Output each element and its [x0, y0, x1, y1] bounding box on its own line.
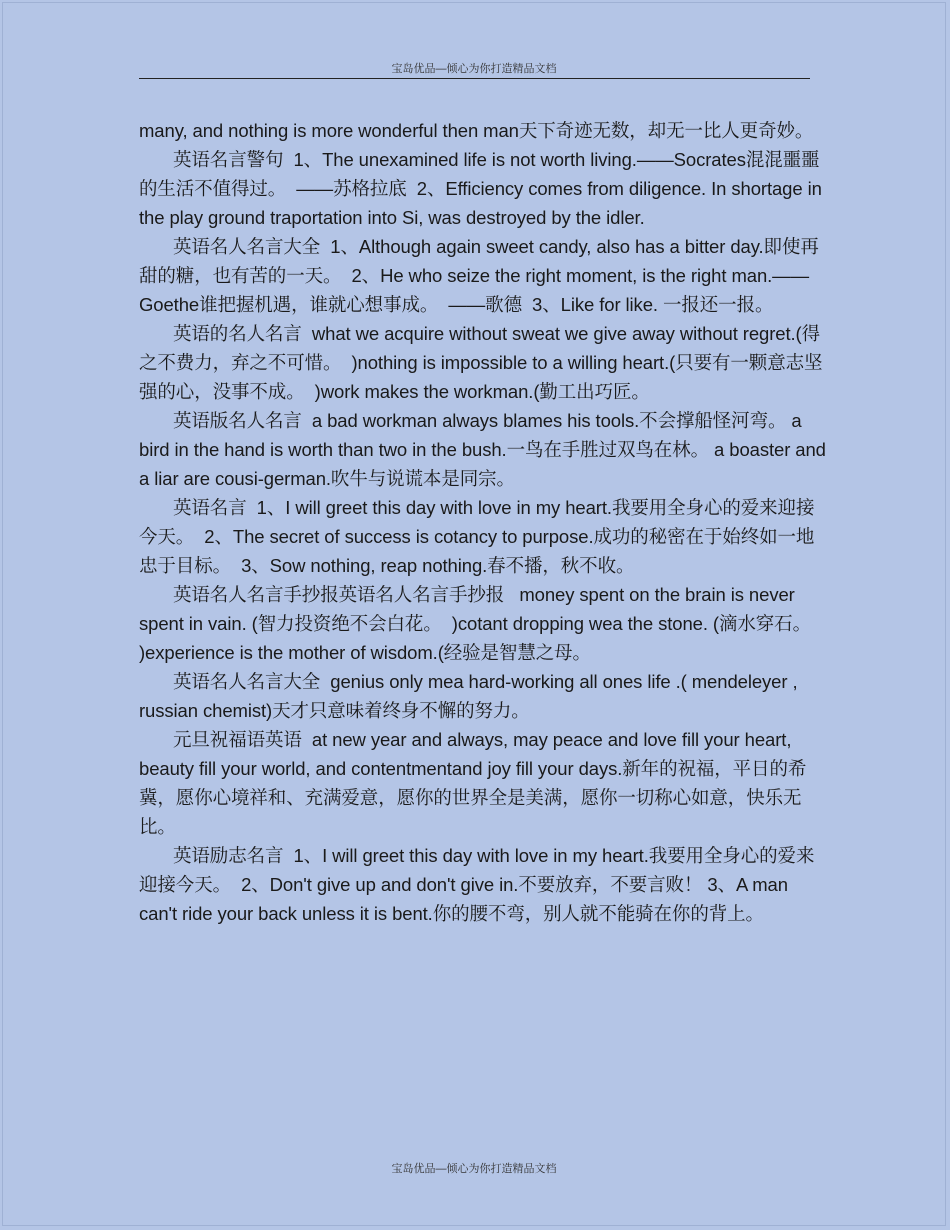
paragraph: 英语名言 1、I will greet this day with love in my heart.我要用全身心的爱来迎接今天。 2、The secret of success is cotancy to purpose.成功的秘密在于始终如一地忠于目标。 3、Sow nothing, reap nothing.春不播，秋不收。	[139, 497, 815, 576]
paragraph: 英语的名人名言 what we acquire without sweat we give away without regret.(得之不费力，弃之不可惜。 )nothing is impossible to a willing heart.(只要有一颗意志坚强的心，没事不成。 )work makes the workman.(勤工出巧匠。	[139, 323, 823, 402]
header-divider	[139, 78, 810, 79]
paragraph: many, and nothing is more wonderful then man天下奇迹无数，却无一比人更奇妙。	[139, 120, 814, 141]
paragraph: 英语名人名言大全 1、Although again sweet candy, also has a bitter day.即使再甜的糖，也有苦的一天。 2、He who seize the right moment, is the right man.——Goethe谁把握机遇，谁就心想事成。 ——歌德 3、Like for like. 一报还一报。	[139, 236, 819, 315]
paragraph: 英语名人名言手抄报英语名人名言手抄报 money spent on the brain is never spent in vain. (智力投资绝不会白花。 )cotant dropping wea the stone. (滴水穿石。 )experience is the mother of wisdom.(经验是智慧之母。	[139, 584, 817, 663]
paragraph: 英语名人名言大全 genius only mea hard-working all ones life .( mendeleyer , russian chemist)天才只意味着终身不懈的努力。	[139, 671, 803, 721]
document-body	[139, 116, 829, 928]
page-header: 宝岛优品—倾心为你打造精品文档	[391, 63, 557, 75]
paragraph: 英语名言警句 1、The unexamined life is not worth living.——Socrates混混噩噩的生活不值得过。 ——苏格拉底 2、Efficiency comes from diligence. In shortage in the play ground traportation into Si, was destroyed by the idler.	[139, 149, 827, 228]
paragraph: 元旦祝福语英语 at new year and always, may peace and love fill your heart, beauty fill your world, and contentmentand joy fill your days.新年的祝福，平日的希冀，愿你心境祥和、充满爱意，愿你的世界全是美满，愿你一切称心如意，快乐无比。	[139, 729, 807, 837]
paragraph: 英语励志名言 1、I will greet this day with love in my heart.我要用全身心的爱来迎接今天。 2、Don't give up and don't give in.不要放弃，不要言败！ 3、A man can't ride your back unless it is bent.你的腰不弯，别人就不能骑在你的背上。	[139, 845, 815, 924]
paragraph: 英语版名人名言 a bad workman always blames his tools.不会撑船怪河弯。 a bird in the hand is worth than two in the bush.一鸟在手胜过双鸟在林。 a boaster and a liar are cousi-german.吹牛与说谎本是同宗。	[139, 410, 831, 489]
page-footer: 宝岛优品—倾心为你打造精品文档	[391, 1163, 557, 1175]
